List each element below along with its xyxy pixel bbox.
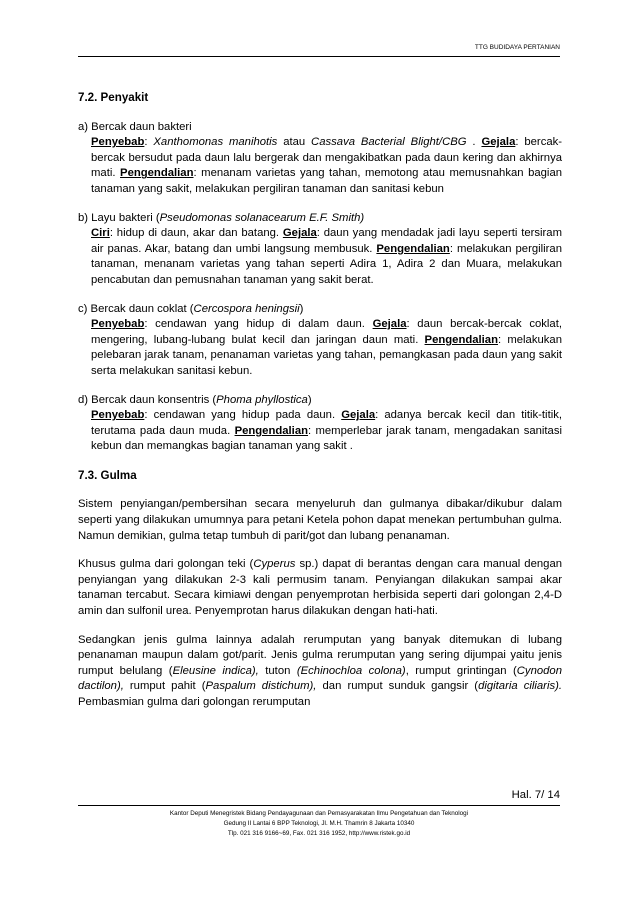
italic-text: Phoma phyllostica (216, 393, 308, 406)
field-label: Pengendalian (424, 333, 498, 346)
footer-line: Gedung II Lantai 6 BPP Teknologi, Jl. M.H. Thamrin 8 Jakarta 10340 (223, 820, 415, 828)
text-run: ) (307, 393, 312, 406)
disease-item (78, 211, 562, 289)
text-run: Sedangkan jenis gulma lainnya adalah rerumputan yang banyak ditemukan di lubang penanaman maupun dalam got/parit. Jenis gulma rerumputan yang sering dijumpai yaitu jenis rumput belulang ( (78, 633, 562, 677)
text-run: : melakukan pergiliran tanaman, menanam varietas yang tahan seperti Adira 1, Adira 2 dan Muara, melakukan pencabutan dan pemusnahan tanaman yang sakit berat. (91, 242, 562, 286)
header-label: TTG BUDIDAYA PERTANIAN (474, 44, 560, 51)
italic-text: (Echinochloa colona) (296, 664, 406, 677)
text-run: Pembasmian gulma dari golongan rerumputan (78, 696, 311, 708)
text-run: d) Bercak daun konsentris ( (78, 393, 217, 406)
paragraph (78, 497, 562, 544)
text-run: rumput pahit ( (123, 680, 206, 693)
disease-item-title (78, 211, 562, 227)
disease-item (78, 393, 562, 455)
text-run: Khusus gulma dari golongan teki ( (78, 558, 254, 571)
text-run: ) (299, 302, 304, 315)
field-label: Gejala (282, 227, 317, 240)
disease-item-body (91, 135, 562, 197)
text-run: atau (277, 136, 312, 149)
text-run: : melakukan pelebaran jarak tanam, penanaman varietas yang tahan, pemangkasan pada daun yang sakit serta melakukan sanitasi kebun. (91, 333, 562, 377)
disease-item (78, 120, 562, 198)
section-title-gulma: 7.3. Gulma (78, 468, 137, 482)
header-divider (78, 56, 560, 57)
text-run: : cendawan yang hidup di dalam daun. (144, 318, 373, 331)
text-run: , rumput grintingan ( (405, 664, 517, 677)
italic-text: Paspalum distichum), (205, 680, 317, 693)
field-label: Gejala (341, 409, 376, 422)
italic-text: Cyperus (253, 558, 296, 571)
text-run: : (144, 136, 154, 149)
disease-item-title (78, 393, 562, 409)
disease-item-body (91, 408, 562, 455)
footer (78, 809, 560, 840)
text-run: tuton (258, 664, 297, 677)
paragraph (78, 633, 562, 711)
field-label: Pengendalian (376, 242, 450, 255)
field-label: Ciri (91, 227, 110, 240)
text-run: b) Layu bakteri ( (78, 211, 160, 224)
footer-line: Kantor Deputi Menegristek Bidang Pendayagunaan dan Pemasyarakatan Ilmu Pengetahuan dan Teknologi (169, 810, 469, 817)
text-run: : memperlebar jarak tanam, mengadakan sanitasi kebun dan memangkas bagian tanaman yang sakit . (91, 424, 563, 453)
italic-text: Xanthomonas manihotis (153, 136, 278, 149)
italic-text: Eleusine indica), (172, 664, 259, 677)
italic-text: Pseudomonas solanacearum E.F. Smith) (159, 211, 365, 224)
disease-item-title (78, 302, 562, 318)
italic-text: Cassava Bacterial Blight/CBG (311, 136, 467, 149)
disease-item-body (91, 226, 562, 288)
text-run: : bercak-bercak bersudut pada daun lalu bergerak dan mengakibatkan pada daun kering dan akhirnya mati. (91, 136, 563, 180)
italic-text: Cercospora heningsii (193, 302, 300, 315)
text-run: Sistem penyiangan/pembersihan secara menyeluruh dan gulmanya dibakar/dikubur dalam seperti yang dilakukan umumnya para petani Ketela pohon dapat menekan pertumbuhan gulma. Namun demikian, gulma tetap tumbuh di parit/got dan lubang penanaman. (78, 498, 562, 542)
paragraph (78, 557, 562, 619)
text-run: : cendawan yang hidup pada daun. (144, 409, 342, 422)
text-run: dan rumput sunduk gangsir ( (316, 680, 479, 693)
footer-divider (78, 805, 560, 806)
text-run: : adanya bercak kecil dan titik-titik, terutama pada daun muda. (91, 409, 563, 437)
page-number: Hal. 7/ 14 (511, 789, 560, 801)
field-label: Penyebab (91, 409, 145, 422)
text-run: : daun yang mendadak jadi layu seperti tersiram air panas. Akar, batang dan umbi langsung membusuk. (91, 227, 562, 255)
field-label: Gejala (372, 318, 407, 331)
text-run: sp.) dapat di berantas dengan cara manual dengan penyiangan yang dilakukan 2-3 kali permusim tanam. Penyiangan dilakukan sampai akar tanaman tercabut. Secara kimiawi dengan penyemprotan herbisida seperti dari golongan 2,4-D amin dan sulfonil urea. Penyemprotan harus dilakukan dengan hati-hati. (78, 558, 563, 618)
disease-item (78, 302, 562, 380)
footer-line: Tlp. 021 316 9166~69, Fax. 021 316 1952, http://www.ristek.go.id (227, 830, 411, 838)
text-run: : daun bercak-bercak coklat, mengering, lubang-lubang bulat kecil dan jaringan daun mati. (91, 318, 562, 346)
field-label: Penyebab (91, 318, 145, 331)
field-label: Pengendalian (120, 167, 194, 180)
field-label: Gejala (481, 136, 516, 149)
document-content (78, 90, 562, 724)
disease-item-title: a) Bercak daun bakteri (78, 120, 192, 133)
text-run: . (466, 136, 482, 149)
italic-text: Cynodon dactilon), (78, 664, 562, 693)
text-run: : menanam varietas yang tahan, memotong atau memusnahkan bagian tanaman yang sakit, melakukan pergiliran tanaman dan sanitasi kebun (91, 167, 563, 195)
text-run: c) Bercak daun coklat ( (78, 302, 194, 315)
section-title-penyakit: 7.2. Penyakit (78, 91, 149, 104)
field-label: Penyebab (91, 136, 145, 149)
italic-text: digitaria ciliaris). (478, 680, 562, 693)
field-label: Pengendalian (234, 424, 309, 437)
disease-item-body (91, 317, 562, 379)
text-run: : hidup di daun, akar dan batang. (109, 227, 283, 240)
